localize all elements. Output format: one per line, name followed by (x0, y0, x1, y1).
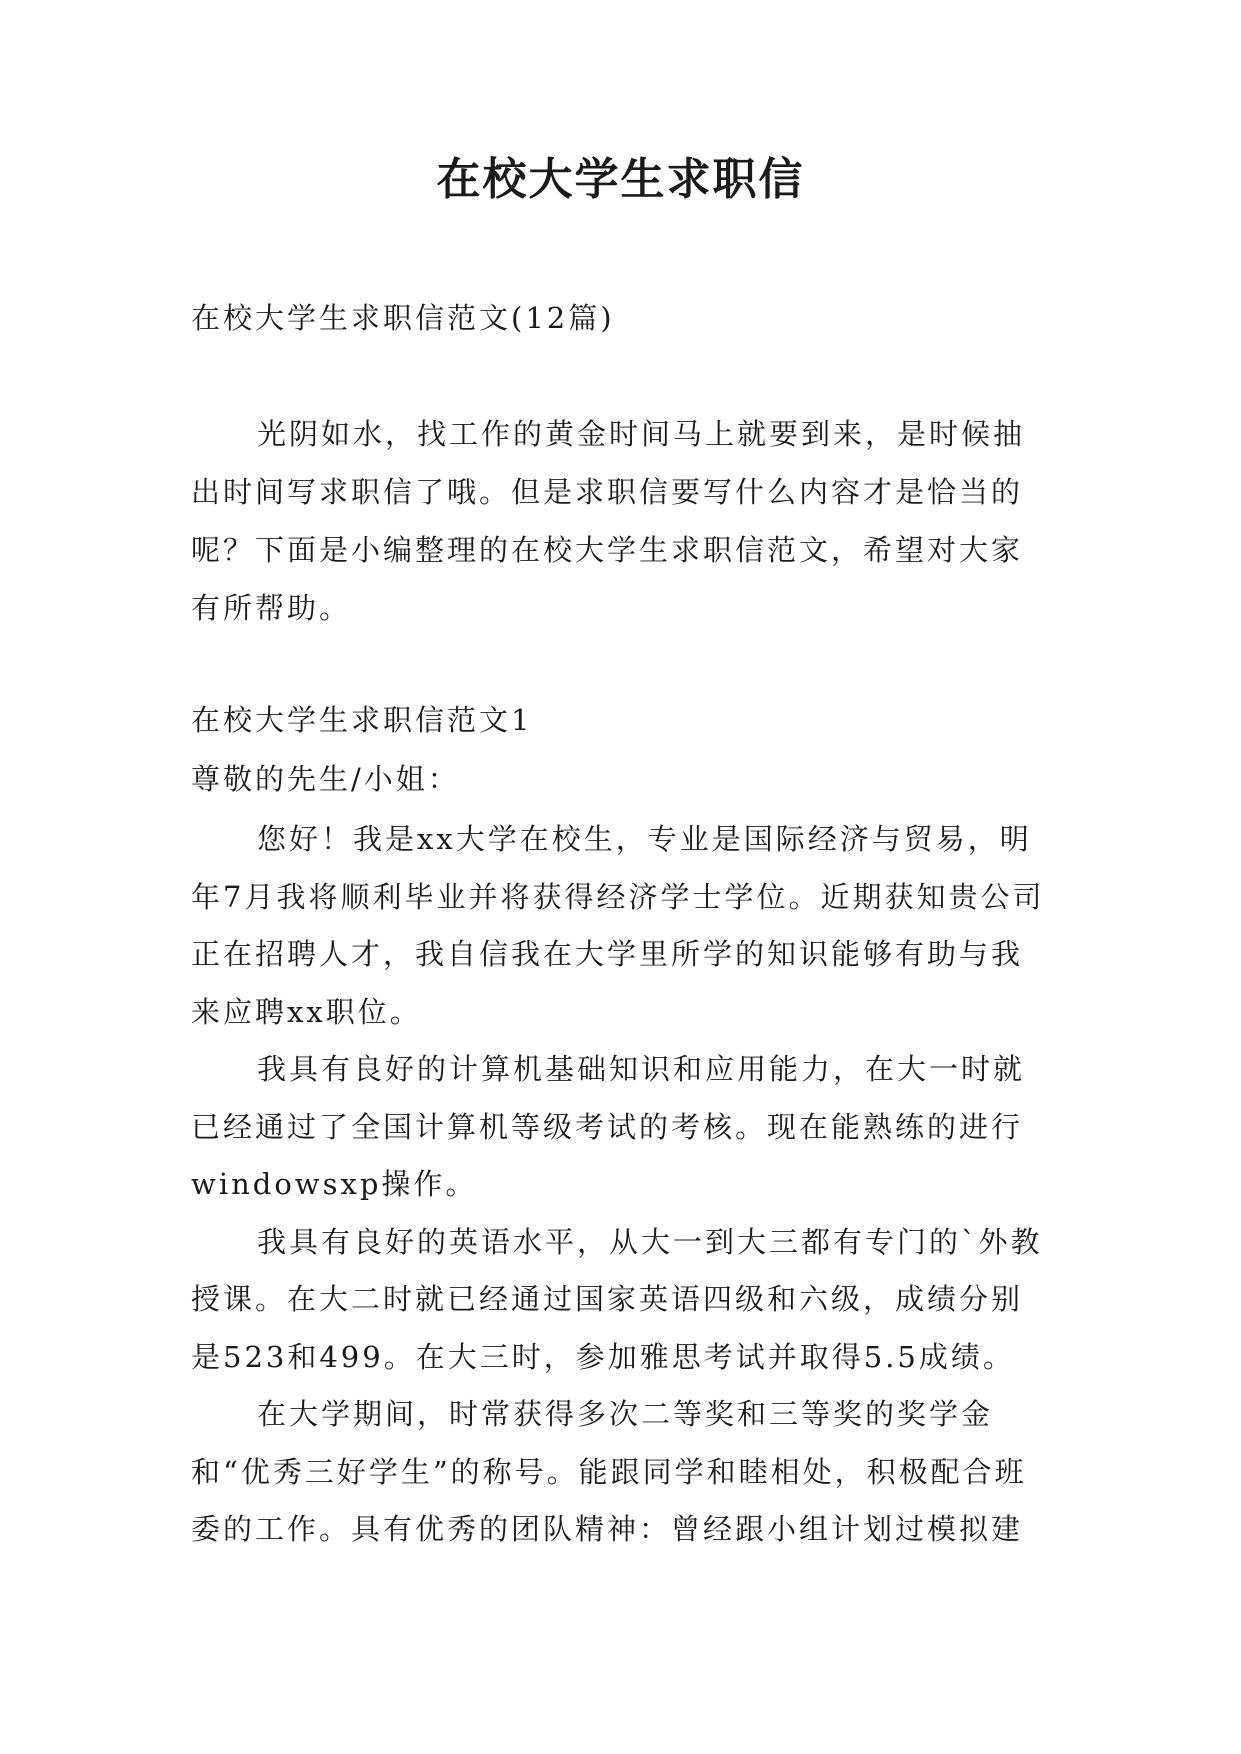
letter-body (191, 811, 1051, 1559)
letter-paragraph: 您好！我是xx大学在校生，专业是国际经济与贸易，明年7月我将顺利毕业并将获得经济学士学位。近期获知贵公司正在招聘人才，我自信我在大学里所学的知识能够有助与我来应聘xx职位。 (191, 822, 1045, 1029)
document-title: 在校大学生求职信 (436, 154, 805, 205)
letter-paragraph: 我具有良好的计算机基础知识和应用能力，在大一时就已经通过了全国计算机等级考试的考核。现在能熟练的进行windowsxp操作。 (191, 1052, 1026, 1201)
letter-paragraph: 我具有良好的英语水平，从大一到大三都有专门的`外教授课。在大二时就已经通过国家英语四级和六级，成绩分别是523和499。在大三时，参加雅思考试并取得5.5成绩。 (191, 1224, 1043, 1374)
letter-paragraph: 在大学期间，时常获得多次二等奖和三等奖的奖学金和“优秀三好学生”的称号。能跟同学和睦相处，积极配合班委的工作。具有优秀的团队精神：曾经跟小组计划过模拟建 (191, 1397, 1027, 1546)
intro-paragraph: 光阴如水，找工作的黄金时间马上就要到来，是时候抽出时间写求职信了哦。但是求职信要写什么内容才是恰当的呢？下面是小编整理的在校大学生求职信范文，希望对大家有所帮助。 (191, 417, 1026, 625)
section-heading: 在校大学生求职信范文1 (191, 703, 533, 737)
letter-salutation: 尊敬的先生/小姐： (191, 762, 460, 796)
document-subtitle: 在校大学生求职信范文(12篇) (191, 301, 615, 335)
